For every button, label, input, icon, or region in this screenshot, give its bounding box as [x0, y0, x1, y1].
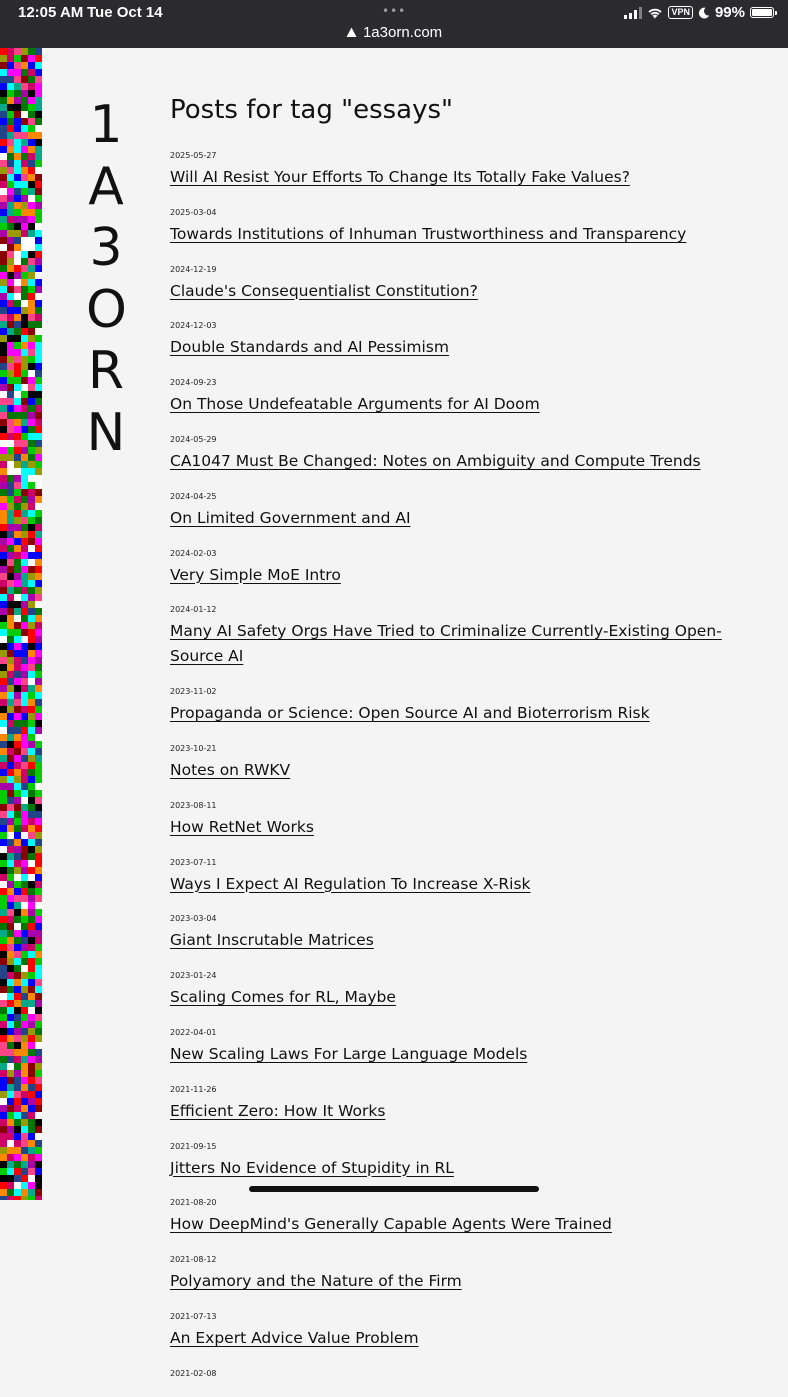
status-time: 12:05 AM — [18, 4, 84, 21]
post-date: 2024-05-29 — [170, 434, 217, 444]
post-item — [170, 1084, 730, 1124]
post-date: 2023-01-24 — [170, 971, 217, 981]
post-date: 2023-03-04 — [170, 914, 217, 924]
post-list-content — [170, 92, 730, 1397]
logo-letter: O — [86, 279, 127, 340]
post-item — [170, 970, 730, 1010]
post-list — [170, 150, 730, 1380]
post-link[interactable]: On Limited Government and AI — [170, 508, 411, 527]
status-icons — [624, 4, 774, 21]
logo-letter: 1 — [89, 95, 123, 155]
post-link[interactable]: Propaganda or Science: Open Source AI and Bioterrorism Risk — [170, 704, 650, 723]
post-date: 2025-03-04 — [170, 207, 217, 217]
post-link[interactable]: Ways I Expect AI Regulation To Increase X-Risk — [170, 874, 531, 893]
post-date: 2024-09-23 — [170, 378, 217, 388]
page-title: Posts for tag "essays" — [170, 95, 453, 125]
post-item — [170, 800, 730, 840]
post-link[interactable]: Notes on RWKV — [170, 760, 291, 779]
post-date: 2023-11-02 — [170, 687, 217, 697]
multitasking-dots-icon[interactable]: ••• — [382, 4, 407, 18]
post-link[interactable]: Scaling Comes for RL, Maybe — [170, 988, 396, 1007]
post-item — [170, 548, 730, 588]
post-item — [170, 377, 730, 417]
status-bar — [0, 0, 788, 48]
post-item — [170, 743, 730, 783]
post-item — [170, 434, 730, 474]
pixel-pattern-strip — [0, 48, 42, 1200]
post-date: 2022-04-01 — [170, 1027, 217, 1037]
battery-icon — [750, 7, 774, 18]
post-item — [170, 686, 730, 726]
address-bar[interactable] — [0, 24, 788, 41]
post-item — [170, 264, 730, 304]
post-link[interactable]: Will AI Resist Your Efforts To Change Its Totally Fake Values? — [170, 168, 630, 186]
post-date: 2023-07-11 — [170, 857, 217, 867]
post-date: 2023-10-21 — [170, 743, 217, 753]
post-item — [170, 150, 730, 190]
post-link[interactable]: An Expert Advice Value Problem — [170, 1328, 419, 1347]
post-link[interactable]: How DeepMind's Generally Capable Agents Were Trained — [170, 1215, 612, 1234]
post-link[interactable]: Many AI Safety Orgs Have Tried to Criminalize Currently-Existing Open-Source AI — [170, 622, 722, 666]
logo-letter: A — [88, 156, 124, 217]
post-link[interactable]: CA1047 Must Be Changed: Notes on Ambiguity and Compute Trends — [170, 451, 701, 470]
post-item — [170, 320, 730, 360]
post-link[interactable]: On Those Undefeatable Arguments for AI Doom — [170, 395, 540, 414]
post-item — [170, 207, 730, 247]
post-date: 2021-07-13 — [170, 1311, 217, 1321]
post-date: 2021-02-08 — [170, 1368, 217, 1378]
post-link[interactable]: Efficient Zero: How It Works — [170, 1101, 386, 1120]
post-item — [170, 604, 730, 669]
vpn-badge: VPN — [668, 6, 693, 19]
post-link[interactable]: Jitters No Evidence of Stupidity in RL — [170, 1158, 454, 1177]
site-logo[interactable] — [86, 95, 126, 464]
post-item — [170, 857, 730, 897]
url-text: 1a3orn.com — [362, 24, 443, 41]
post-date: 2021-08-20 — [170, 1198, 217, 1208]
post-link[interactable]: New Scaling Laws For Large Language Models — [170, 1044, 528, 1063]
post-date: 2021-09-15 — [170, 1141, 217, 1151]
post-item — [170, 1141, 730, 1181]
post-date: 2024-12-19 — [170, 264, 217, 274]
post-item — [170, 1368, 730, 1380]
battery-percent: 99% — [714, 4, 745, 21]
post-link[interactable]: Polyamory and the Nature of the Firm — [170, 1272, 462, 1291]
post-date: 2024-04-25 — [170, 491, 217, 501]
post-date: 2023-08-11 — [170, 800, 217, 810]
status-date: Tue Oct 14 — [87, 4, 163, 21]
logo-letter: 3 — [89, 218, 123, 278]
post-link[interactable]: How RetNet Works — [170, 817, 314, 836]
post-link[interactable]: Giant Inscrutable Matrices — [170, 931, 374, 950]
wifi-icon — [647, 7, 663, 19]
post-date: 2024-01-12 — [170, 605, 217, 615]
post-item — [170, 1311, 730, 1351]
moon-icon — [698, 7, 710, 19]
post-item — [170, 491, 730, 531]
post-item — [170, 1197, 730, 1237]
post-link[interactable]: Claude's Consequentialist Constitution? — [170, 281, 478, 300]
post-date: 2025-05-27 — [170, 151, 217, 160]
post-link[interactable]: Very Simple MoE Intro — [170, 565, 341, 584]
post-date: 2024-12-03 — [170, 321, 217, 331]
battery-level-fill — [752, 9, 772, 16]
cellular-signal-icon — [624, 7, 642, 19]
home-indicator[interactable] — [249, 1186, 539, 1192]
logo-letter: N — [86, 402, 126, 463]
post-date: 2021-11-26 — [170, 1084, 217, 1094]
post-link[interactable]: Towards Institutions of Inhuman Trustworthiness and Transparency — [170, 224, 687, 243]
post-item — [170, 1027, 730, 1067]
post-link[interactable]: Double Standards and AI Pessimism — [170, 338, 449, 357]
post-item — [170, 1254, 730, 1294]
logo-letter: R — [87, 341, 125, 401]
post-date: 2021-08-12 — [170, 1255, 217, 1265]
post-item — [170, 913, 730, 953]
lock-icon — [346, 27, 357, 38]
post-date: 2024-02-03 — [170, 548, 217, 558]
